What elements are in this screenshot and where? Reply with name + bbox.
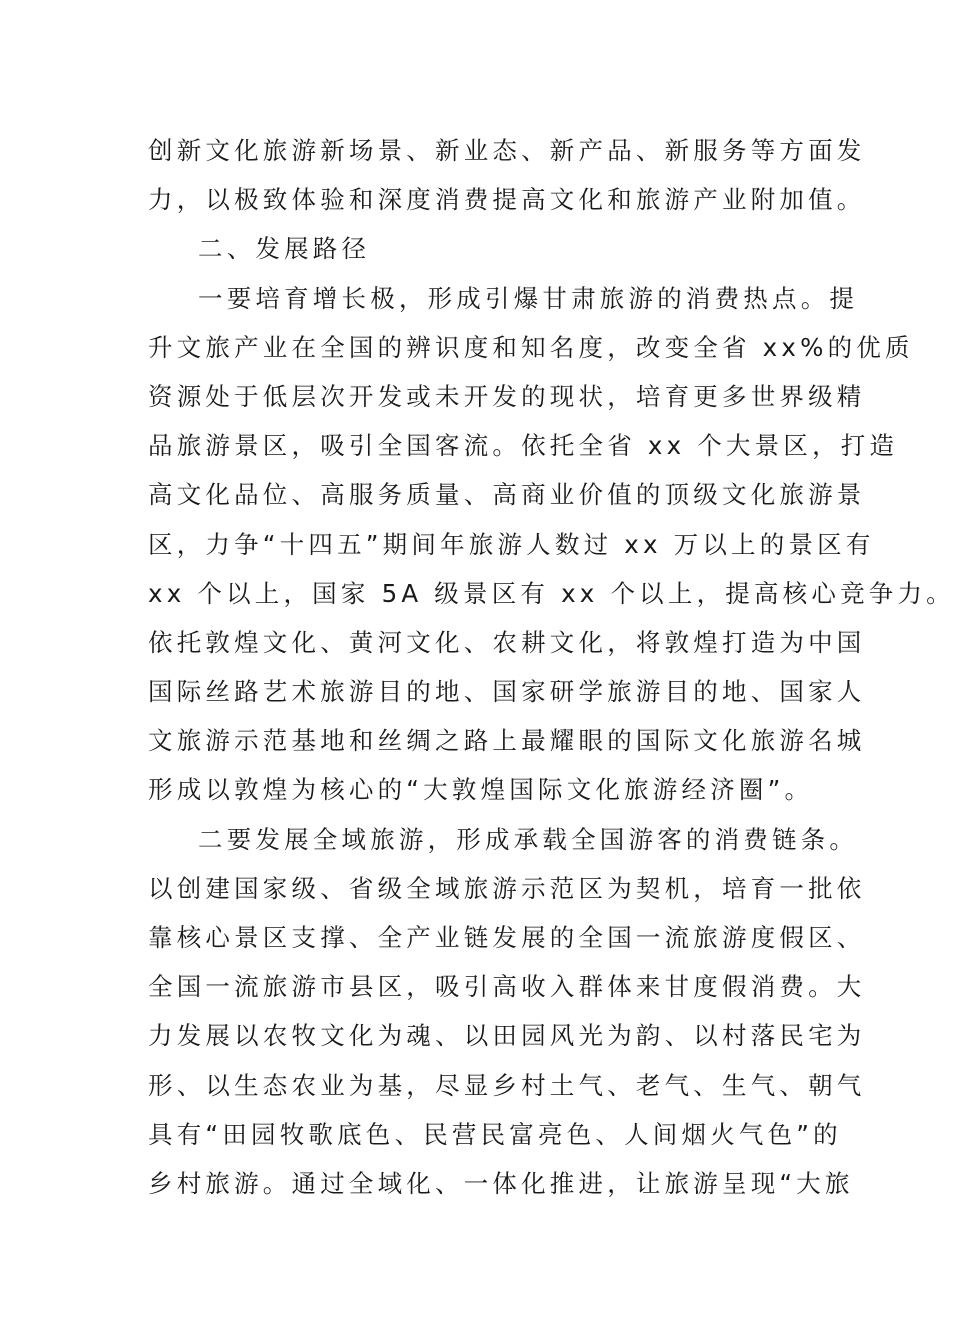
paragraph-growth-pole: [148, 274, 955, 815]
paragraph-intro-continuation: [148, 126, 866, 224]
text-line: 具有“田园牧歌底色、民营民富亮色、人间烟火气色”的: [148, 1119, 842, 1149]
text-line: 二要发展全域旅游，形成承载全国游客的消费链条。: [198, 824, 859, 854]
text-line: 高文化品位、高服务质量、高商业价值的顶级文化旅游景: [148, 480, 866, 510]
paragraph-all-region-tourism: [148, 815, 866, 1209]
text-line: 形成以敦煌为核心的“大敦煌国际文化旅游经济圈”。: [148, 775, 814, 805]
text-line: 一要培育增长极，形成引爆甘肃旅游的消费热点。提: [198, 283, 859, 313]
document-body: [148, 126, 955, 1208]
text-line: 形、以生态农业为基，尽显乡村土气、老气、生气、朝气: [148, 1070, 866, 1100]
text-line: 靠核心景区支撑、全产业链发展的全国一流旅游度假区、: [148, 923, 866, 952]
text-line: xx 个以上，国家 5A 级景区有 xx 个以上，提高核心竞争力。: [148, 578, 955, 608]
text-line: 升文旅产业在全国的辨识度和知名度，改变全省 xx%的优质: [148, 332, 914, 362]
text-line: 力，以极致体验和深度消费提高文化和旅游产业附加值。: [148, 185, 866, 215]
section-heading: 二、发展路径: [198, 234, 371, 264]
text-line: 资源处于低层次开发或未开发的现状，培育更多世界级精: [148, 381, 866, 411]
text-line: 国际丝路艺术旅游目的地、国家研学旅游目的地、国家人: [148, 677, 866, 707]
text-line: 以创建国家级、省级全域旅游示范区为契机，培育一批依: [148, 873, 866, 903]
text-line: 创新文化旅游新场景、新业态、新产品、新服务等方面发: [148, 136, 866, 165]
text-line: 文旅游示范基地和丝绸之路上最耀眼的国际文化旅游名城: [148, 726, 866, 756]
text-line: 品旅游景区，吸引全国客流。依托全省 xx 个大景区，打造: [148, 431, 899, 461]
text-line: 力发展以农牧文化为魂、以田园风光为韵、以村落民宅为: [148, 1021, 866, 1051]
text-line: 依托敦煌文化、黄河文化、农耕文化，将敦煌打造为中国: [148, 627, 866, 657]
text-line: 全国一流旅游市县区，吸引高收入群体来甘度假消费。大: [148, 972, 866, 1002]
text-line: 乡村旅游。通过全域化、一体化推进，让旅游呈现“大旅: [148, 1168, 854, 1198]
section-heading-development-path: [148, 224, 808, 273]
text-line: 区，力争“十四五”期间年旅游人数过 xx 万以上的景区有: [148, 529, 875, 559]
